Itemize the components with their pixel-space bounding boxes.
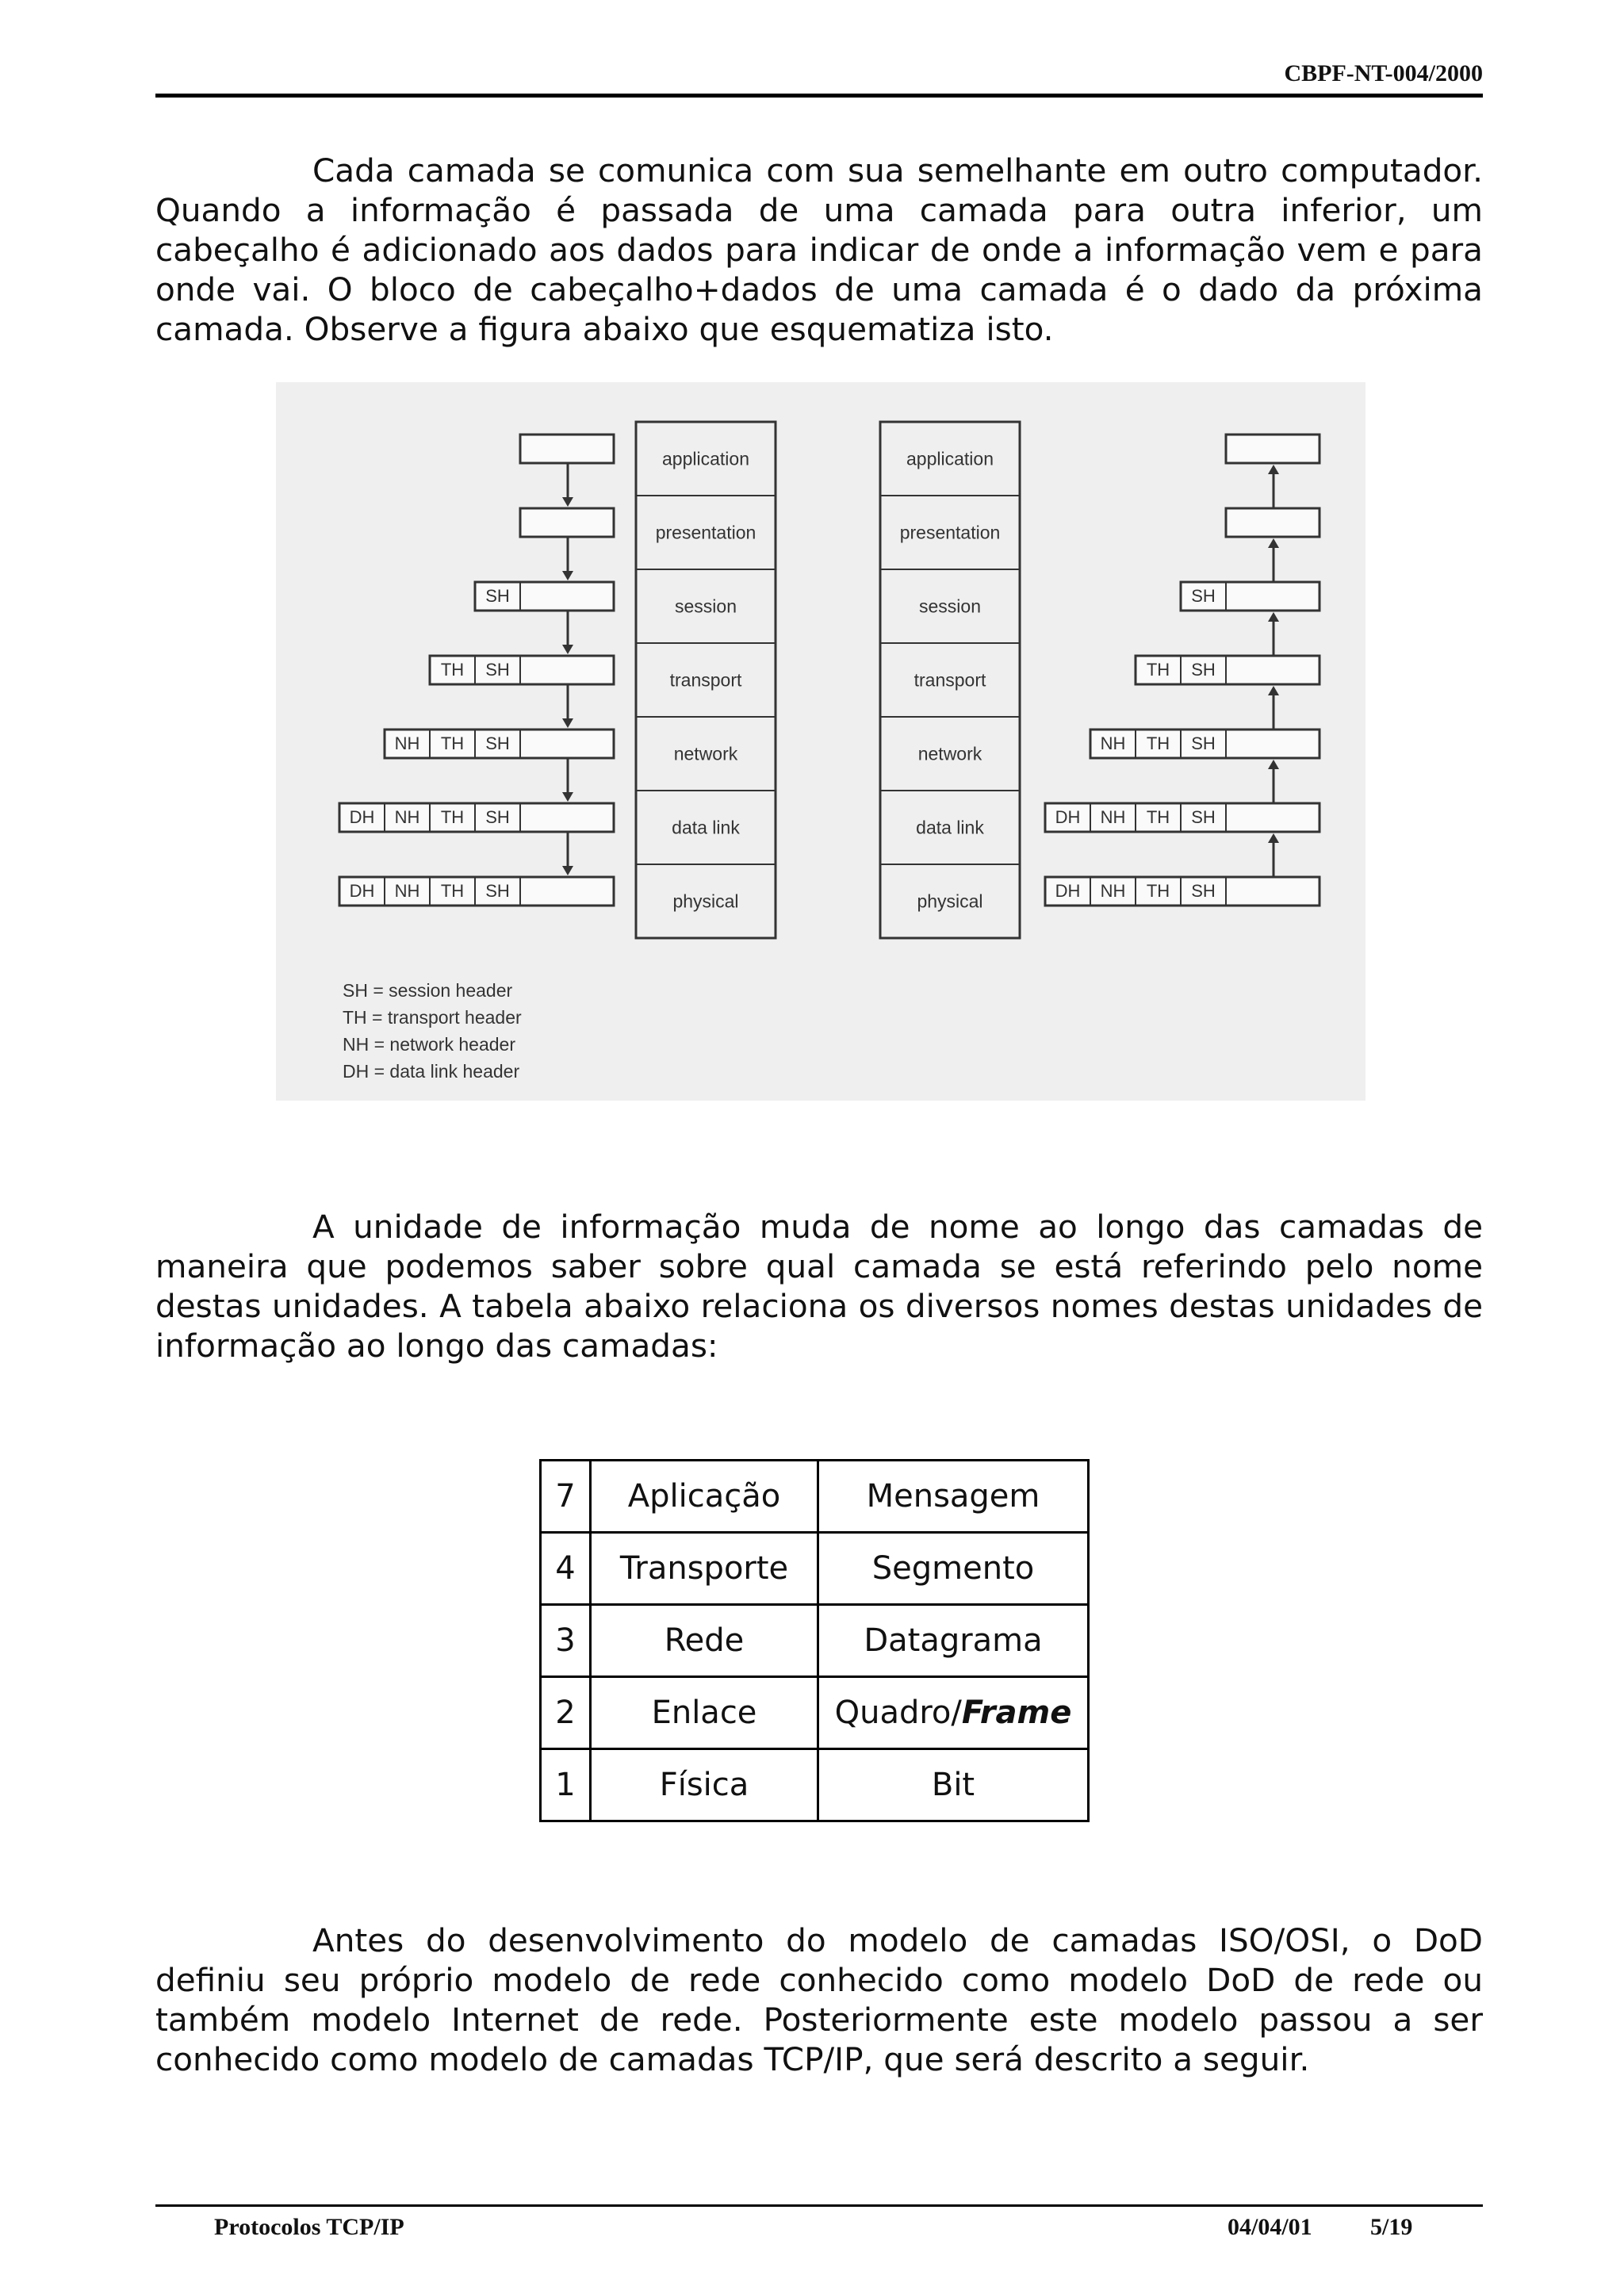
table-row — [541, 1461, 1089, 1533]
sender-packet — [339, 803, 614, 832]
sender-packet — [520, 435, 614, 463]
table-cell-number: 4 — [541, 1533, 591, 1605]
footer-title: Protocolos TCP/IP — [214, 2214, 404, 2240]
table-cell-layer: Aplicação — [591, 1461, 818, 1533]
unit-emphasis: Frame — [961, 1695, 1072, 1731]
sender-packet — [520, 508, 614, 537]
header-label: NH — [1100, 881, 1126, 901]
header-label: TH — [440, 733, 465, 753]
header-label: SH — [1191, 881, 1216, 901]
up-arrowhead — [1268, 833, 1279, 843]
layer-label: session — [919, 596, 981, 617]
header-label: DH — [1055, 807, 1081, 827]
header-rule — [155, 94, 1483, 98]
up-arrowhead — [1268, 465, 1279, 474]
units-table — [539, 1459, 1090, 1822]
header-label: NH — [394, 807, 420, 827]
up-arrowhead — [1268, 760, 1279, 769]
table-cell-number: 3 — [541, 1605, 591, 1677]
header-label: NH — [1100, 807, 1126, 827]
footer-rule — [155, 2204, 1483, 2207]
table-cell-layer: Enlace — [591, 1677, 818, 1749]
header-label: NH — [1100, 733, 1126, 753]
table-row — [541, 1749, 1089, 1821]
table-cell-layer: Transporte — [591, 1533, 818, 1605]
header-label: TH — [1146, 733, 1170, 753]
down-arrowhead — [562, 645, 573, 654]
table-cell-layer: Rede — [591, 1605, 818, 1677]
header-label: SH — [485, 807, 510, 827]
legend-entry: TH = transport header — [343, 1007, 522, 1028]
header-label: SH — [1191, 660, 1216, 680]
layer-label: data link — [672, 817, 740, 838]
paragraph-units: A unidade de informação muda de nome ao longo das camadas de maneira que podemos saber sobre qual camada se está referindo pelo nome destas unidades. A tabela abaixo relaciona os diversos nomes destas unidades de informação ao longo das camadas: — [155, 1208, 1483, 1365]
header-label: TH — [1146, 660, 1170, 680]
layer-label: application — [662, 448, 749, 469]
table-cell-number: 1 — [541, 1749, 591, 1821]
osi-encapsulation-figure — [276, 382, 1365, 1101]
receiver-packet — [1226, 435, 1320, 463]
down-arrowhead — [562, 718, 573, 728]
layer-label: transport — [669, 669, 742, 691]
table-row — [541, 1605, 1089, 1677]
header-label: DH — [349, 881, 375, 901]
down-arrowhead — [562, 571, 573, 580]
receiver-packet — [1045, 803, 1320, 832]
header-label: SH — [485, 660, 510, 680]
table-cell-unit — [818, 1677, 1089, 1749]
header-label: SH — [485, 733, 510, 753]
legend-entry: DH = data link header — [343, 1061, 520, 1082]
table-cell-number: 2 — [541, 1677, 591, 1749]
header-label: SH — [485, 881, 510, 901]
layer-label: presentation — [899, 522, 1001, 543]
up-arrowhead — [1268, 538, 1279, 548]
layer-label: presentation — [655, 522, 756, 543]
header-label: NH — [394, 881, 420, 901]
header-label: SH — [485, 586, 510, 606]
header-label: TH — [440, 807, 465, 827]
layer-label: session — [675, 596, 737, 617]
table-cell-unit: Mensagem — [818, 1461, 1089, 1533]
up-arrowhead — [1268, 686, 1279, 695]
table-cell-number: 7 — [541, 1461, 591, 1533]
layer-label: transport — [914, 669, 986, 691]
legend-entry: NH = network header — [343, 1034, 515, 1055]
header-label: DH — [1055, 881, 1081, 901]
legend-entry: SH = session header — [343, 980, 513, 1001]
footer-page-number: 5/19 — [1370, 2214, 1413, 2240]
header-label: DH — [349, 807, 375, 827]
layer-label: physical — [917, 890, 983, 912]
table-row — [541, 1677, 1089, 1749]
header-label: NH — [394, 733, 420, 753]
layer-label: data link — [916, 817, 984, 838]
receiver-packet — [1045, 877, 1320, 906]
footer-date: 04/04/01 — [1228, 2214, 1312, 2240]
table-cell-unit: Segmento — [818, 1533, 1089, 1605]
table-row — [541, 1533, 1089, 1605]
layer-label: network — [917, 743, 982, 764]
down-arrowhead — [562, 866, 573, 875]
paragraph-dod-model: Antes do desenvolvimento do modelo de camadas ISO/OSI, o DoD definiu seu próprio modelo de rede conhecido como modelo DoD de rede ou também modelo Internet de rede. Posteriormente este modelo passou a ser conhecido como modelo de camadas TCP/IP, que será descrito a seguir. — [155, 1921, 1483, 2078]
paragraph-intro: Cada camada se comunica com sua semelhante em outro computador. Quando a informação é passada de uma camada para outra inferior, um cabeçalho é adicionado aos dados para indicar de onde a informação vem e para onde vai. O bloco de cabeçalho+dados de uma camada é o dado da próxima camada. Observe a figura abaixo que esquematiza isto. — [155, 151, 1483, 348]
layer-label: application — [906, 448, 994, 469]
header-label: TH — [1146, 807, 1170, 827]
sender-packet — [339, 877, 614, 906]
up-arrowhead — [1268, 612, 1279, 622]
layer-label: physical — [672, 890, 739, 912]
header-label: TH — [440, 660, 465, 680]
table-cell-layer: Física — [591, 1749, 818, 1821]
header-label: SH — [1191, 807, 1216, 827]
header-label: TH — [440, 881, 465, 901]
header-label: TH — [1146, 881, 1170, 901]
layer-label: network — [673, 743, 738, 764]
figure-legend — [343, 977, 522, 1085]
table-cell-unit: Bit — [818, 1749, 1089, 1821]
unit-text: Quadro/ — [834, 1695, 962, 1731]
down-arrowhead — [562, 792, 573, 802]
receiver-packet — [1226, 508, 1320, 537]
header-label: SH — [1191, 586, 1216, 606]
header-label: SH — [1191, 733, 1216, 753]
down-arrowhead — [562, 497, 573, 507]
table-cell-unit: Datagrama — [818, 1605, 1089, 1677]
document-id: CBPF-NT-004/2000 — [1284, 60, 1483, 86]
